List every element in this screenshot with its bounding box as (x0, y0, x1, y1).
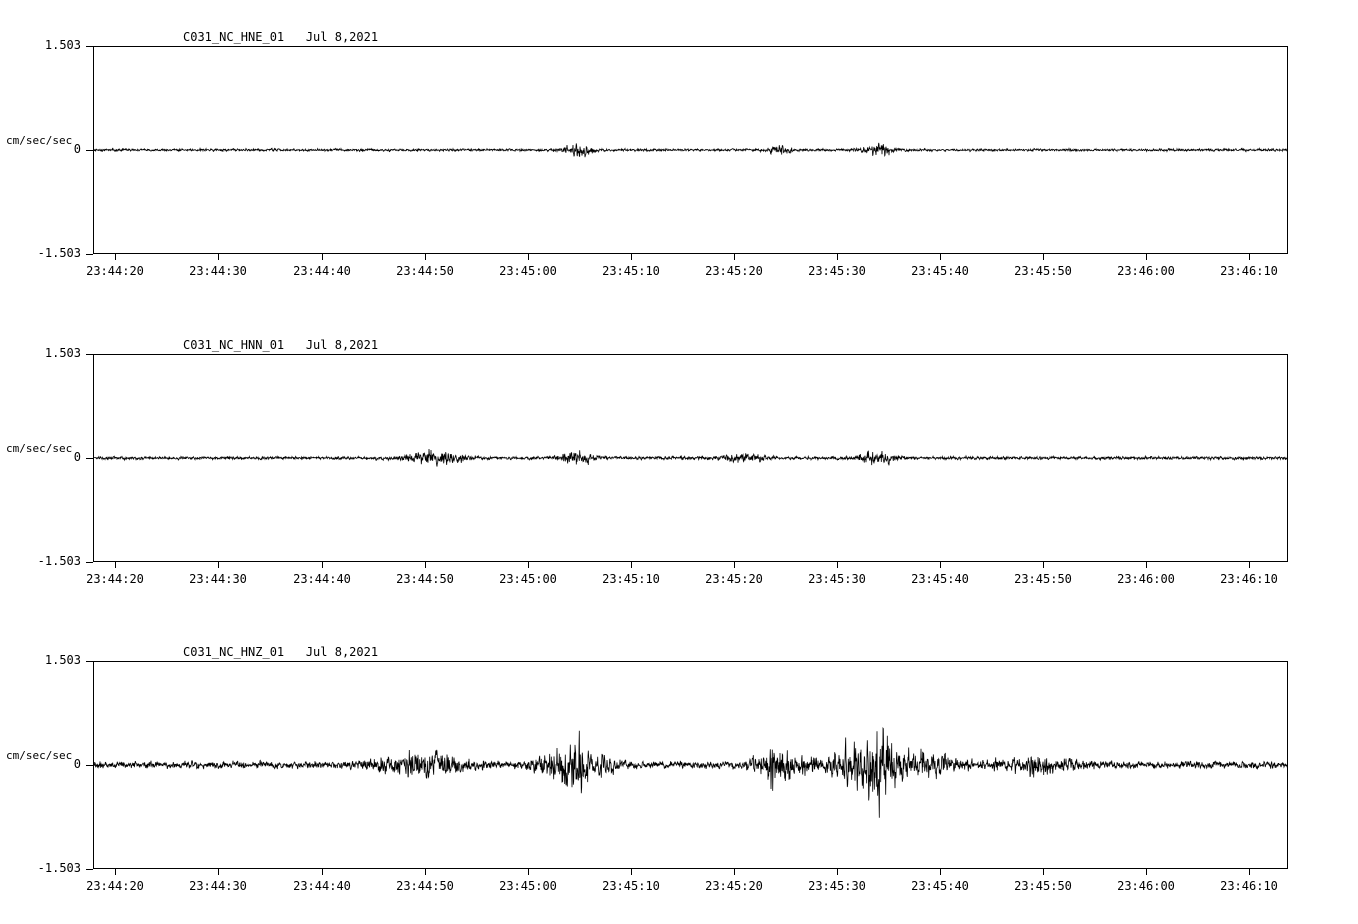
y-tick-label-1-2: -1.503 (37, 246, 81, 260)
y-axis-label-3: cm/sec/sec (6, 749, 73, 762)
x-tick-3-1 (218, 869, 219, 875)
y-tick-label-3-1: 0 (73, 757, 81, 771)
panel-title-1: C031_NC_HNE_01 Jul 8,2021 (183, 30, 379, 44)
x-tick-3-7 (837, 869, 838, 875)
y-tick-label-1-0: 1.503 (44, 38, 81, 52)
panel-title-3: C031_NC_HNZ_01 Jul 8,2021 (183, 645, 379, 659)
y-tick-label-2-0: 1.503 (44, 346, 81, 360)
x-tick-label-2-11: 23:46:10 (1220, 572, 1278, 586)
y-tick-label-2-2: -1.503 (37, 554, 81, 568)
x-tick-label-1-4: 23:45:00 (499, 264, 557, 278)
x-tick-label-1-5: 23:45:10 (602, 264, 660, 278)
x-tick-label-3-5: 23:45:10 (602, 879, 660, 893)
x-tick-label-2-5: 23:45:10 (602, 572, 660, 586)
x-tick-label-3-3: 23:44:50 (396, 879, 454, 893)
x-tick-3-11 (1249, 869, 1250, 875)
x-tick-label-2-2: 23:44:40 (293, 572, 351, 586)
x-tick-label-1-8: 23:45:40 (911, 264, 969, 278)
x-tick-label-3-1: 23:44:30 (189, 879, 247, 893)
y-axis-label-2: cm/sec/sec (6, 442, 73, 455)
x-tick-label-1-9: 23:45:50 (1014, 264, 1072, 278)
y-tick-label-2-1: 0 (73, 450, 81, 464)
y-axis-label-1: cm/sec/sec (6, 134, 73, 147)
x-tick-label-2-4: 23:45:00 (499, 572, 557, 586)
x-tick-3-0 (115, 869, 116, 875)
x-tick-label-2-9: 23:45:50 (1014, 572, 1072, 586)
y-tick-label-1-1: 0 (73, 142, 81, 156)
x-tick-label-3-7: 23:45:30 (808, 879, 866, 893)
x-tick-label-1-10: 23:46:00 (1117, 264, 1175, 278)
x-tick-label-3-6: 23:45:20 (705, 879, 763, 893)
x-tick-label-1-7: 23:45:30 (808, 264, 866, 278)
x-tick-3-4 (528, 869, 529, 875)
x-tick-3-3 (425, 869, 426, 875)
x-tick-label-1-3: 23:44:50 (396, 264, 454, 278)
x-tick-label-2-10: 23:46:00 (1117, 572, 1175, 586)
x-tick-3-9 (1043, 869, 1044, 875)
x-tick-label-3-2: 23:44:40 (293, 879, 351, 893)
x-tick-3-10 (1146, 869, 1147, 875)
x-tick-label-2-7: 23:45:30 (808, 572, 866, 586)
x-tick-label-2-3: 23:44:50 (396, 572, 454, 586)
x-tick-3-8 (940, 869, 941, 875)
x-tick-3-5 (631, 869, 632, 875)
y-tick-3-1 (86, 765, 93, 766)
x-tick-label-3-10: 23:46:00 (1117, 879, 1175, 893)
y-tick-label-3-2: -1.503 (37, 861, 81, 875)
x-tick-label-3-11: 23:46:10 (1220, 879, 1278, 893)
x-tick-label-3-4: 23:45:00 (499, 879, 557, 893)
x-tick-label-2-1: 23:44:30 (189, 572, 247, 586)
x-tick-label-1-6: 23:45:20 (705, 264, 763, 278)
x-tick-label-3-8: 23:45:40 (911, 879, 969, 893)
x-tick-label-3-9: 23:45:50 (1014, 879, 1072, 893)
waveform-path-3 (94, 728, 1287, 818)
y-tick-3-2 (86, 869, 93, 870)
waveform-trace-3 (94, 662, 1287, 868)
x-tick-label-1-0: 23:44:20 (86, 264, 144, 278)
x-tick-3-6 (734, 869, 735, 875)
x-tick-label-2-8: 23:45:40 (911, 572, 969, 586)
x-tick-label-1-2: 23:44:40 (293, 264, 351, 278)
x-tick-label-1-1: 23:44:30 (189, 264, 247, 278)
x-tick-label-3-0: 23:44:20 (86, 879, 144, 893)
y-tick-3-0 (86, 661, 93, 662)
x-tick-label-2-0: 23:44:20 (86, 572, 144, 586)
x-tick-3-2 (322, 869, 323, 875)
x-tick-label-1-11: 23:46:10 (1220, 264, 1278, 278)
x-tick-label-2-6: 23:45:20 (705, 572, 763, 586)
y-tick-label-3-0: 1.503 (44, 653, 81, 667)
panel-title-2: C031_NC_HNN_01 Jul 8,2021 (183, 338, 379, 352)
